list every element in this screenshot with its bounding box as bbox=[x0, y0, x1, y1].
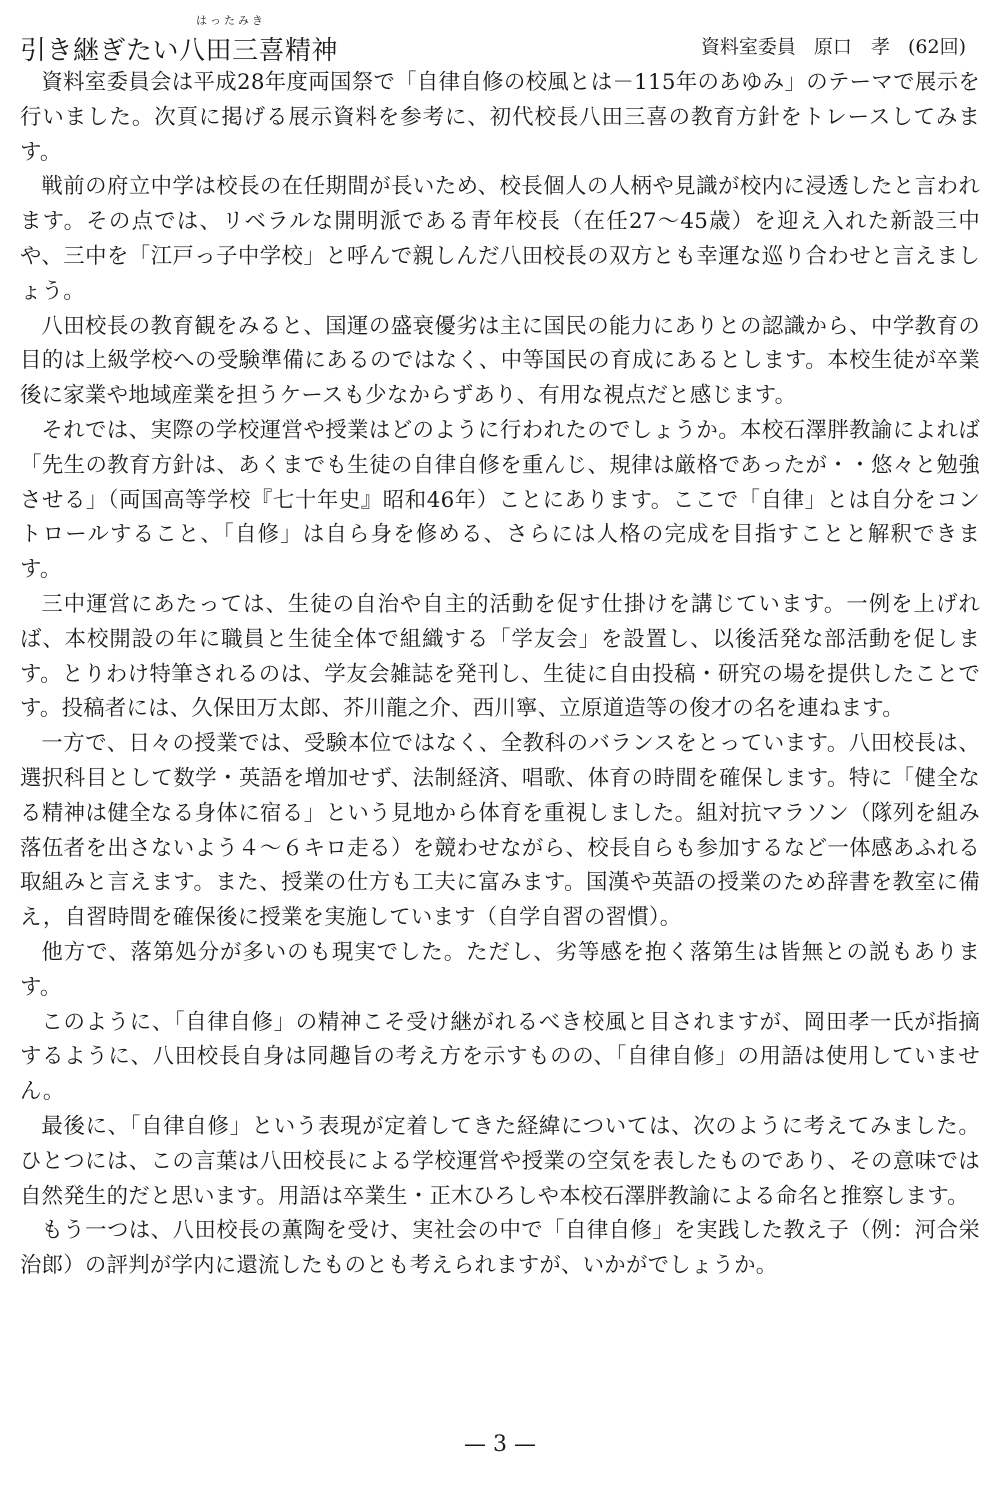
author-role: 資料室委員 bbox=[700, 36, 796, 58]
paragraph: 他方で、落第処分が多いのも現実でした。ただし、劣等感を抱く落第生は皆無との説もあります。 bbox=[20, 939, 980, 1000]
paragraph: それでは、実際の学校運営や授業はどのように行われたのでしょうか。本校石澤胖教諭によれば「先生の教育方針は、あくまでも生徒の自律自修を重んじ、規律は厳格であったが・・悠々と勉強させる」（両国高等学校『七十年史』昭和46年）ことにあります。ここで「自律」とは自分をコントロールすること、「自修」は自ら身を修める、さらには人格の完成を目指すことと解釈できます。 bbox=[20, 417, 980, 583]
title-ruby: はったみき bbox=[196, 14, 266, 27]
page-number: — 3 — bbox=[464, 1432, 536, 1457]
paragraph: 三中運営にあたっては、生徒の自治や自主的活動を促す仕掛けを講じています。一例を上げれば、本校開設の年に職員と生徒全体で組織する「学友会」を設置し、以後活発な部活動を促します。とりわけ特筆されるのは、学友会雑誌を発刊し、生徒に自由投稿・研究の場を提供したことです。投稿者には、久保田万太郎、芥川龍之介、西川寧、立原道造等の俊才の名を連ねます。 bbox=[20, 591, 980, 722]
paragraph: 資料室委員会は平成28年度両国祭で「自律自修の校風とは－115年のあゆみ」のテーマで展示を行いました。次頁に掲げる展示資料を参考に、初代校長八田三喜の教育方針をトレースしてみます。 bbox=[20, 70, 980, 165]
article-body bbox=[20, 66, 980, 1284]
paragraph: 最後に、「自律自修」という表現が定着してきた経緯については、次のように考えてみました。ひとつには、この言葉は八田校長による学校運営や授業の空気を表したものであり、その意味では自然発生的だと思います。用語は卒業生・正木ひろしや本校石澤胖教諭による命名と推察します。 bbox=[20, 1113, 980, 1209]
article-title: 引き継ぎたい八田三喜精神 bbox=[20, 36, 339, 66]
author-line bbox=[689, 32, 966, 59]
author-class: (62回) bbox=[907, 36, 966, 58]
paragraph: 一方で、日々の授業では、受験本位ではなく、全教科のバランスをとっています。八田校長は、選択科目として数学・英語を増加せず、法制経済、唱歌、体育の時間を確保します。特に「健全なる精神は健全なる身体に宿る」という見地から体育を重視しました。組対抗マラソン（隊列を組み落伍者を出さないよう４～６キロ走る）を競わせながら、校長自らも参加するなど一体感あふれる取組みと言えます。また、授業の仕方も工夫に富みます。国漢や英語の授業のため辞書を教室に備え，自習時間を確保後に授業を実施しています（自学自習の習慣）。 bbox=[20, 731, 980, 931]
paragraph: このように、「自律自修」の精神こそ受け継がれるべき校風と目されますが、岡田孝一氏が指摘するように、八田校長自身は同趣旨の考え方を示すものの、「自律自修」の用語は使用していません。 bbox=[20, 1009, 980, 1105]
paragraph: 戦前の府立中学は校長の在任期間が長いため、校長個人の人柄や見識が校内に浸透したと言われます。その点では、リベラルな開明派である青年校長（在任27～45歳）を迎え入れた新設三中や、三中を「江戸っ子中学校」と呼んで親しんだ八田校長の双方とも幸運な巡り合わせと言えましょう。 bbox=[20, 174, 980, 304]
paragraph: 八田校長の教育観をみると、国運の盛衰優劣は主に国民の能力にありとの認識から、中学教育の目的は上級学校への受験準備にあるのではなく、中等国民の育成にあるとします。本校生徒が卒業後に家業や地域産業を担うケースも少なからずあり、有用な視点だと感じます。 bbox=[20, 313, 980, 409]
paragraph: もう一つは、八田校長の薫陶を受け、実社会の中で「自律自修」を実践した教え子（例：河合栄治郎）の評判が学内に還流したものとも考えられますが、いかがでしょうか。 bbox=[20, 1218, 980, 1279]
author-name: 原口 孝 bbox=[813, 36, 890, 58]
article-header bbox=[20, 12, 980, 66]
